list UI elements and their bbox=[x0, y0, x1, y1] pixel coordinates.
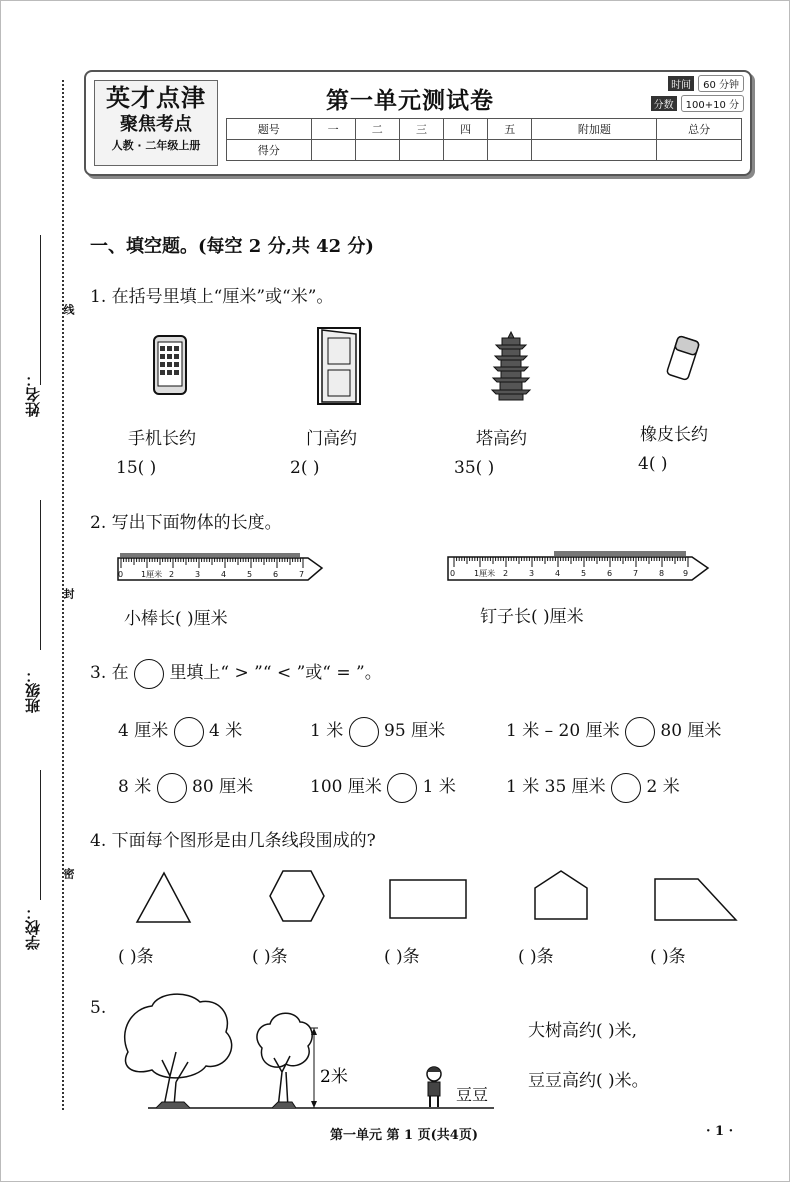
brand-box bbox=[94, 80, 218, 166]
ruler-a-tick-label: 6 bbox=[273, 570, 279, 579]
q3-right: 2 米 bbox=[646, 777, 680, 797]
score-input-cell[interactable] bbox=[311, 140, 355, 161]
q1-prompt: 1. 在括号里填上“厘米”或“米”。 bbox=[90, 287, 334, 307]
q3-item bbox=[118, 772, 253, 803]
q4-answer-blank[interactable]: ( )条 bbox=[252, 947, 288, 967]
height-label: 2米 bbox=[320, 1067, 348, 1087]
score-tag: 分数 bbox=[651, 96, 677, 111]
compare-circle[interactable] bbox=[611, 773, 641, 803]
school-label: 学校： bbox=[24, 905, 42, 950]
small-tree-icon bbox=[257, 1013, 312, 1108]
q3-item bbox=[310, 772, 456, 803]
q3-prompt bbox=[90, 658, 382, 689]
ruler-a bbox=[116, 550, 326, 586]
score-cell: 五 bbox=[488, 119, 532, 140]
ruler-b-tick-label: 3 bbox=[529, 569, 535, 578]
name-underline bbox=[40, 235, 41, 385]
section-heading: 一、填空题。(每空 2 分,共 42 分) bbox=[90, 236, 374, 257]
door-icon bbox=[316, 326, 362, 406]
bind-char-seal: 封 bbox=[62, 588, 75, 599]
q1-item-label: 手机长约 bbox=[128, 429, 196, 449]
ruler-b-tick-label: 9 bbox=[683, 569, 689, 578]
nail-bar bbox=[554, 551, 686, 556]
footer-page-number: · 1 · bbox=[706, 1124, 734, 1139]
compare-circle[interactable] bbox=[387, 773, 417, 803]
brand-title: 英才点津 bbox=[106, 84, 206, 112]
ruler-b-tick-label: 1厘米 bbox=[474, 569, 496, 578]
ruler-b-tick-label: 2 bbox=[503, 569, 509, 578]
q1-answer-blank[interactable]: 2( ) bbox=[290, 458, 320, 478]
q4-answer-blank[interactable]: ( )条 bbox=[650, 947, 686, 967]
q1-answer-blank[interactable]: 35( ) bbox=[454, 458, 495, 478]
score-table bbox=[226, 118, 742, 161]
hexagon-shape bbox=[268, 868, 326, 924]
q3-right: 80 厘米 bbox=[192, 777, 254, 797]
score-input-cell[interactable] bbox=[657, 140, 742, 161]
time-value: 60 分钟 bbox=[698, 75, 744, 92]
q1-item-label: 塔高约 bbox=[476, 429, 527, 449]
ruler-b-tick-label: 5 bbox=[581, 569, 587, 578]
footer-page-info: 第一单元 第 1 页(共4页) bbox=[330, 1128, 478, 1143]
score-input-cell[interactable] bbox=[488, 140, 532, 161]
rectangle-shape bbox=[388, 878, 470, 922]
score-table-header-row bbox=[227, 119, 742, 140]
score-cell: 题号 bbox=[227, 119, 312, 140]
name-label: 姓名： bbox=[24, 372, 42, 417]
ruler-b bbox=[446, 548, 712, 586]
school-underline bbox=[40, 770, 41, 900]
phone-icon bbox=[150, 334, 190, 396]
q5-number: 5. bbox=[90, 998, 107, 1018]
q3-left: 8 米 bbox=[118, 777, 152, 797]
score-input-cell[interactable] bbox=[444, 140, 488, 161]
compare-circle[interactable] bbox=[625, 717, 655, 747]
time-tag: 时间 bbox=[668, 76, 694, 91]
q4-answer-blank[interactable]: ( )条 bbox=[118, 947, 154, 967]
score-input-cell[interactable] bbox=[355, 140, 399, 161]
q3-right: 1 米 bbox=[422, 777, 456, 797]
q5-person-answer[interactable]: 豆豆高约( )米。 bbox=[528, 1071, 649, 1091]
score-cell: 二 bbox=[355, 119, 399, 140]
ruler-a-tick-label: 3 bbox=[195, 570, 201, 579]
q3-right: 95 厘米 bbox=[384, 721, 446, 741]
compare-circle[interactable] bbox=[349, 717, 379, 747]
score-cell: 一 bbox=[311, 119, 355, 140]
q4-prompt: 4. 下面每个图形是由几条线段围成的? bbox=[90, 831, 376, 851]
q2-prompt: 2. 写出下面物体的长度。 bbox=[90, 513, 282, 533]
ruler-a-tick-label: 5 bbox=[247, 570, 253, 579]
doudou-person-icon bbox=[427, 1067, 441, 1107]
q3-item bbox=[506, 772, 680, 803]
eraser-icon bbox=[662, 332, 704, 384]
q3-item bbox=[310, 716, 445, 747]
score-cell: 得分 bbox=[227, 140, 312, 161]
ruler-a-tick-label: 0 bbox=[118, 570, 124, 579]
ruler-a-tick-label: 7 bbox=[299, 570, 305, 579]
q2-answer-a[interactable]: 小棒长( )厘米 bbox=[124, 609, 228, 629]
q3-right: 4 米 bbox=[209, 721, 243, 741]
score-table-score-row bbox=[227, 140, 742, 161]
q3-right: 80 厘米 bbox=[660, 721, 722, 741]
stick-bar bbox=[120, 553, 300, 557]
person-label: 豆豆 bbox=[456, 1085, 489, 1104]
q3-prompt-post: 里填上“ > ”“ < ”或“ = ”。 bbox=[169, 663, 382, 683]
q3-item bbox=[118, 716, 242, 747]
score-cell: 附加题 bbox=[532, 119, 657, 140]
triangle-shape bbox=[134, 870, 194, 926]
ruler-b-tick-label: 0 bbox=[450, 569, 456, 578]
q1-item-label: 门高约 bbox=[306, 429, 357, 449]
q3-left: 100 厘米 bbox=[310, 777, 382, 797]
score-input-cell[interactable] bbox=[532, 140, 657, 161]
q4-answer-blank[interactable]: ( )条 bbox=[384, 947, 420, 967]
compare-circle[interactable] bbox=[174, 717, 204, 747]
q3-left: 4 厘米 bbox=[118, 721, 169, 741]
pentagon-shape bbox=[532, 868, 590, 922]
score-cell: 三 bbox=[399, 119, 443, 140]
score-cell: 四 bbox=[444, 119, 488, 140]
brand-subtitle: 聚焦考点 bbox=[120, 114, 192, 135]
ruler-b-tick-label: 6 bbox=[607, 569, 613, 578]
q1-answer-blank[interactable]: 4( ) bbox=[638, 454, 668, 474]
q1-item-label: 橡皮长约 bbox=[640, 425, 708, 445]
score-input-cell[interactable] bbox=[399, 140, 443, 161]
compare-circle[interactable] bbox=[157, 773, 187, 803]
score-value: 100+10 分 bbox=[681, 95, 744, 112]
big-tree-icon bbox=[125, 994, 232, 1108]
q5-illustration bbox=[118, 990, 498, 1112]
q5-tree-answer[interactable]: 大树高约( )米, bbox=[528, 1021, 638, 1041]
q4-answer-blank[interactable]: ( )条 bbox=[518, 947, 554, 967]
bind-char-secret: 密 bbox=[62, 868, 75, 879]
q3-left: 1 米 bbox=[310, 721, 344, 741]
exam-header bbox=[84, 70, 752, 176]
q3-item bbox=[506, 716, 721, 747]
bind-char-line: 线 bbox=[62, 304, 75, 315]
trapezoid-shape bbox=[652, 876, 740, 924]
q3-prompt-pre: 3. 在 bbox=[90, 663, 129, 683]
compare-circle-icon bbox=[134, 659, 164, 689]
ruler-a-tick-label: 1厘米 bbox=[141, 570, 163, 579]
exam-title: 第一单元测试卷 bbox=[326, 88, 494, 114]
class-underline bbox=[40, 500, 41, 650]
q2-answer-b[interactable]: 钉子长( )厘米 bbox=[480, 607, 584, 627]
brand-grade: 人教 · 二年级上册 bbox=[111, 139, 201, 152]
q3-left: 1 米 – 20 厘米 bbox=[506, 721, 620, 741]
q3-left: 1 米 35 厘米 bbox=[506, 777, 606, 797]
time-info bbox=[668, 75, 744, 92]
score-cell: 总分 bbox=[657, 119, 742, 140]
score-info bbox=[651, 95, 744, 112]
ruler-a-tick-label: 4 bbox=[221, 570, 227, 579]
ruler-b-tick-label: 8 bbox=[659, 569, 665, 578]
pagoda-icon bbox=[488, 330, 534, 402]
ruler-b-tick-label: 7 bbox=[633, 569, 639, 578]
ruler-b-tick-label: 4 bbox=[555, 569, 561, 578]
ruler-a-tick-label: 2 bbox=[169, 570, 175, 579]
class-label: 班级： bbox=[24, 668, 42, 713]
q1-answer-blank[interactable]: 15( ) bbox=[116, 458, 157, 478]
